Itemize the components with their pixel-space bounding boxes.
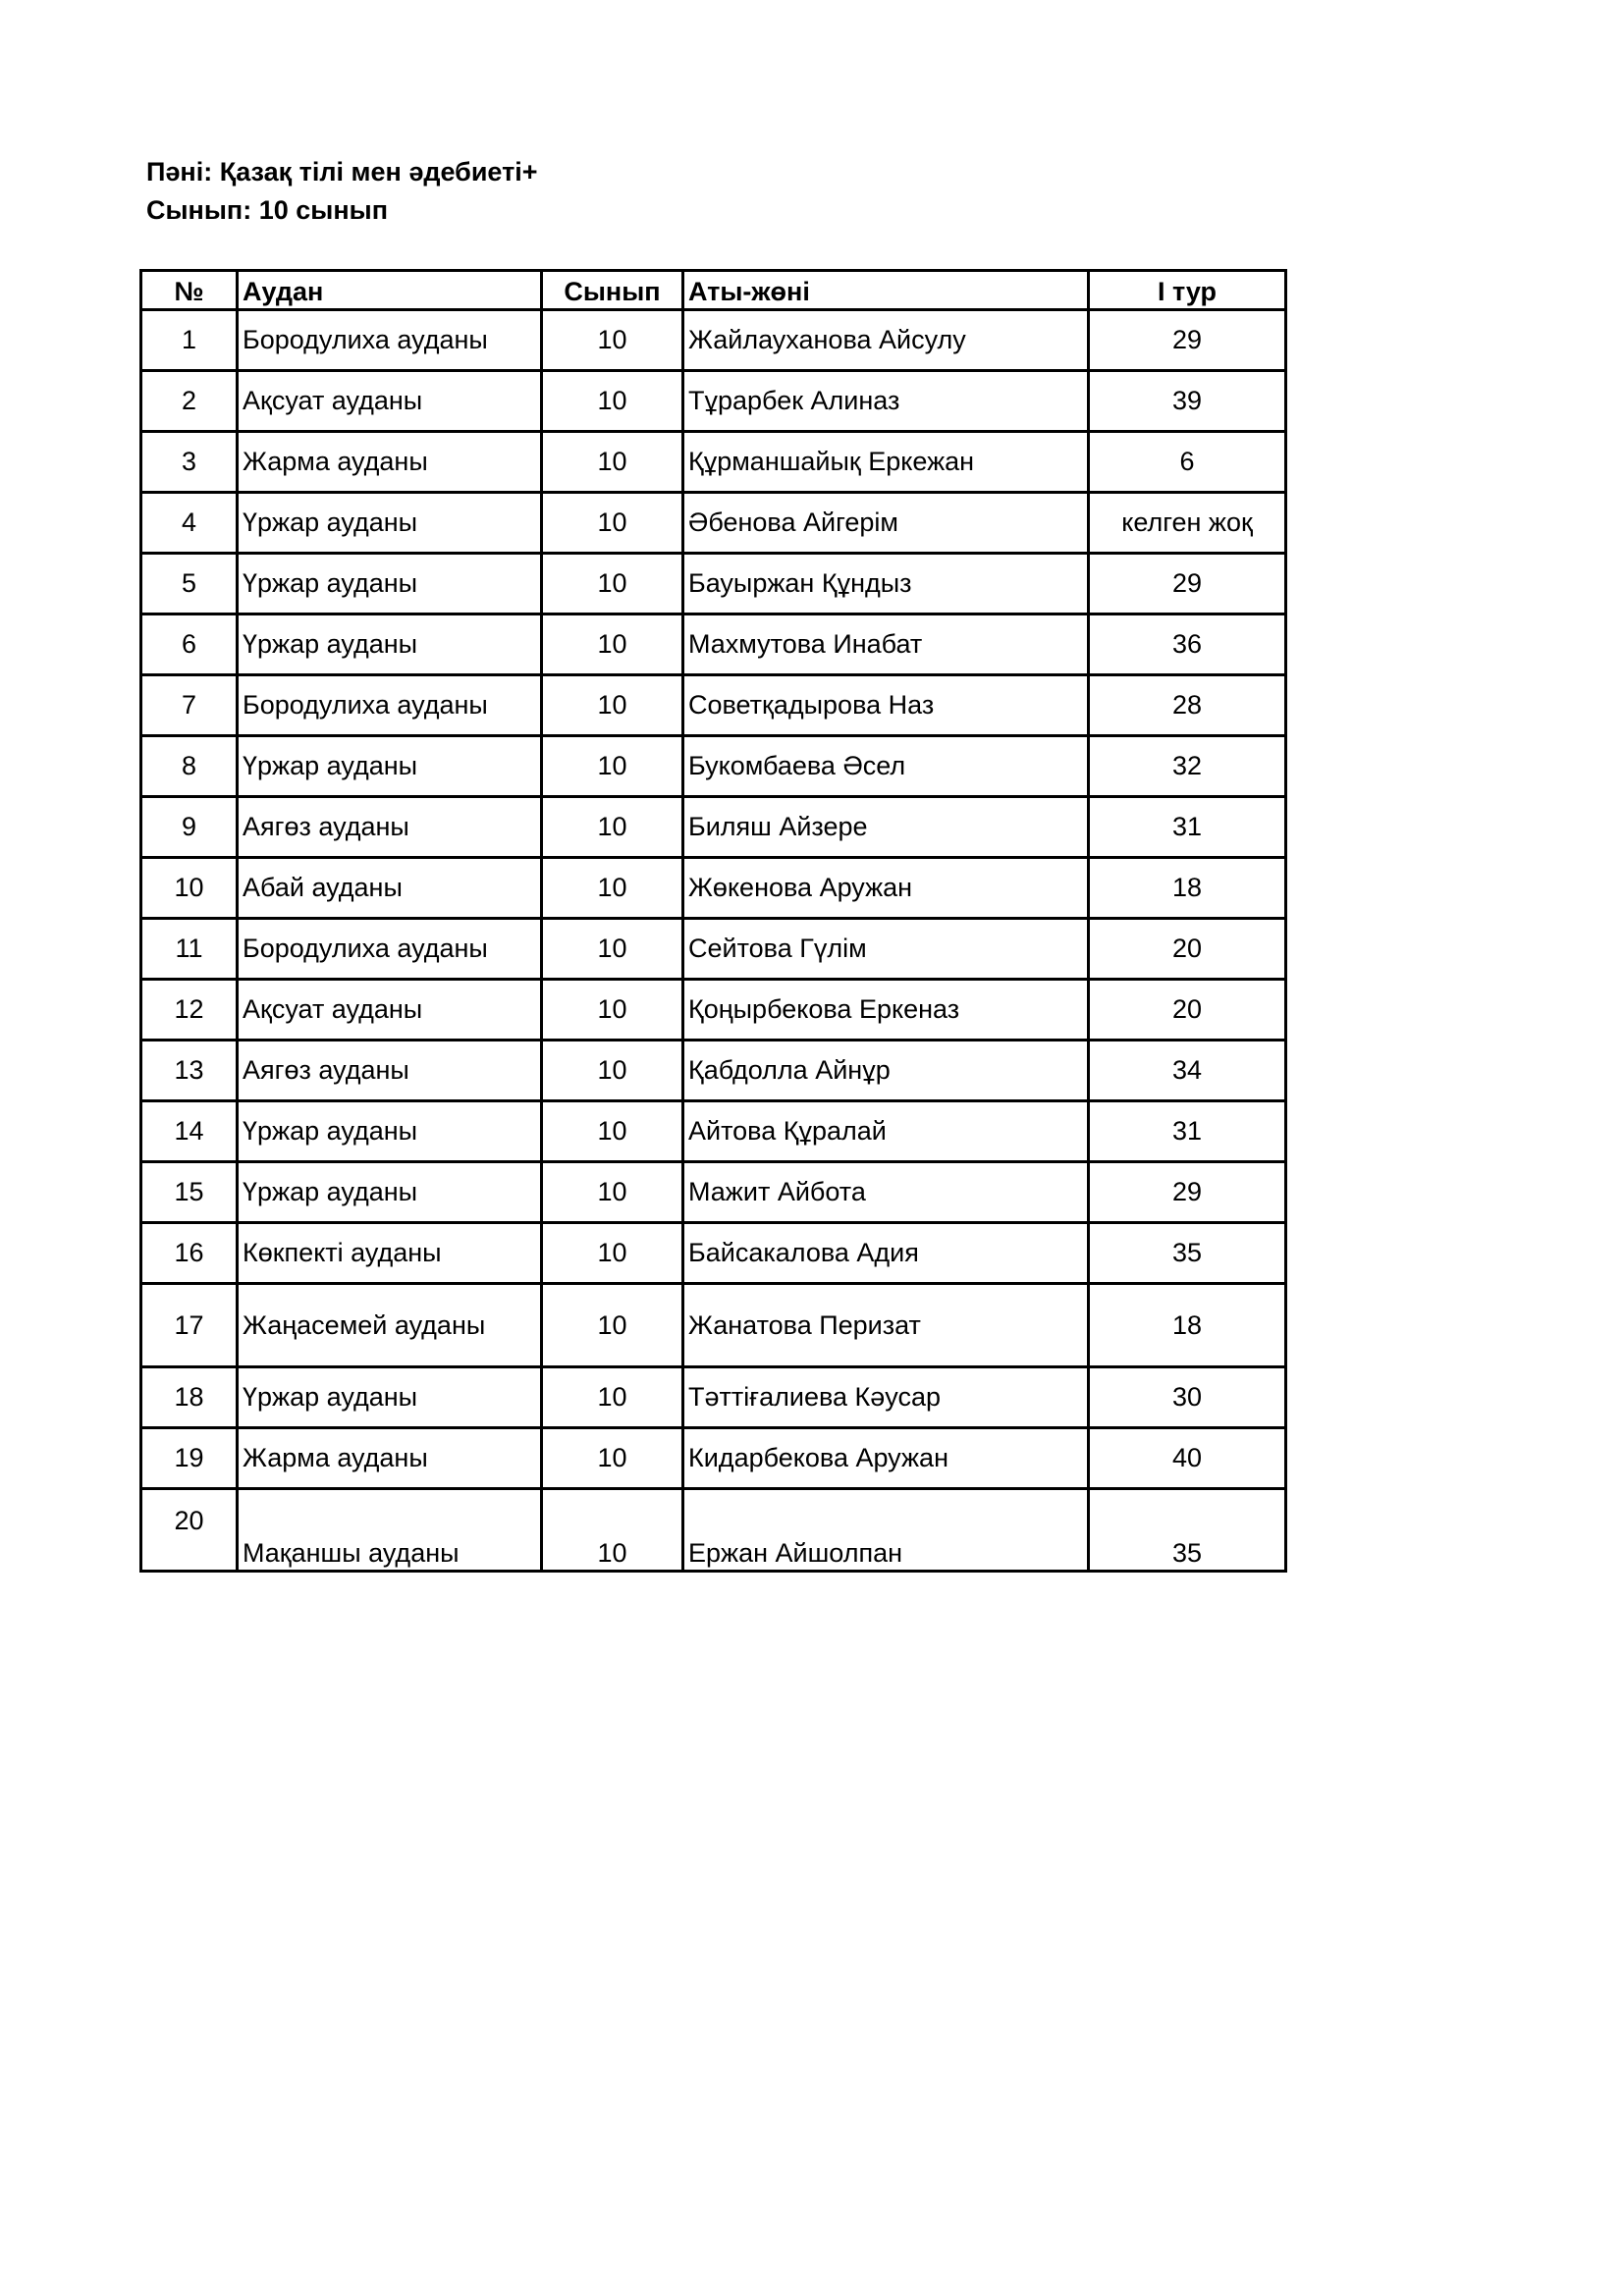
- table-row: [141, 1489, 1286, 1572]
- cell-name: Бауыржан Құндыз: [683, 554, 1089, 614]
- cell-district: Бородулиха ауданы: [238, 919, 542, 980]
- cell-number: 15: [141, 1162, 238, 1223]
- cell-score: 32: [1089, 736, 1286, 797]
- subject-title: Пәні: Қазақ тілі мен әдебиеті+: [146, 157, 538, 187]
- cell-district: Аягөз ауданы: [238, 797, 542, 858]
- cell-number: 20: [141, 1489, 238, 1572]
- table-row: [141, 1428, 1286, 1489]
- table-body: [141, 310, 1286, 1572]
- cell-name: Биляш Айзере: [683, 797, 1089, 858]
- cell-district: Үржар ауданы: [238, 1367, 542, 1428]
- cell-district: Жарма ауданы: [238, 432, 542, 493]
- cell-score: 31: [1089, 797, 1286, 858]
- cell-grade: 10: [542, 736, 683, 797]
- cell-grade: 10: [542, 1162, 683, 1223]
- cell-grade: 10: [542, 919, 683, 980]
- cell-district: Абай ауданы: [238, 858, 542, 919]
- table-row: [141, 675, 1286, 736]
- cell-name: Қоңырбекова Еркеназ: [683, 980, 1089, 1041]
- cell-name: Әбенова Айгерім: [683, 493, 1089, 554]
- cell-name: Мажит Айбота: [683, 1162, 1089, 1223]
- table-row: [141, 554, 1286, 614]
- column-header-grade: Сынып: [542, 271, 683, 310]
- cell-number: 4: [141, 493, 238, 554]
- cell-name: Сейтова Гүлім: [683, 919, 1089, 980]
- cell-number: 16: [141, 1223, 238, 1284]
- table-row: [141, 858, 1286, 919]
- table-row: [141, 614, 1286, 675]
- cell-score: 20: [1089, 919, 1286, 980]
- cell-grade: 10: [542, 1489, 683, 1572]
- cell-name: Тәттіғалиева Кәусар: [683, 1367, 1089, 1428]
- cell-number: 18: [141, 1367, 238, 1428]
- cell-name: Ержан Айшолпан: [683, 1489, 1089, 1572]
- grade-title: Сынып: 10 сынып: [146, 195, 389, 225]
- cell-score: 31: [1089, 1101, 1286, 1162]
- cell-number: 14: [141, 1101, 238, 1162]
- cell-district: Көкпекті ауданы: [238, 1223, 542, 1284]
- cell-grade: 10: [542, 614, 683, 675]
- cell-district: Бородулиха ауданы: [238, 310, 542, 371]
- cell-score: 39: [1089, 371, 1286, 432]
- cell-score: 18: [1089, 858, 1286, 919]
- cell-name: Айтова Құралай: [683, 1101, 1089, 1162]
- cell-number: 13: [141, 1041, 238, 1101]
- cell-score: 34: [1089, 1041, 1286, 1101]
- cell-number: 1: [141, 310, 238, 371]
- cell-district: Мақаншы ауданы: [238, 1489, 542, 1572]
- column-header-name: Аты-жөні: [683, 271, 1089, 310]
- cell-number: 11: [141, 919, 238, 980]
- table-row: [141, 432, 1286, 493]
- cell-name: Тұрарбек Алиназ: [683, 371, 1089, 432]
- cell-grade: 10: [542, 371, 683, 432]
- cell-grade: 10: [542, 675, 683, 736]
- cell-number: 6: [141, 614, 238, 675]
- cell-district: Үржар ауданы: [238, 614, 542, 675]
- cell-district: Жаңасемей ауданы: [238, 1284, 542, 1367]
- cell-grade: 10: [542, 797, 683, 858]
- cell-name: Қабдолла Айнұр: [683, 1041, 1089, 1101]
- cell-number: 19: [141, 1428, 238, 1489]
- cell-grade: 10: [542, 1041, 683, 1101]
- cell-name: Букомбаева Әсел: [683, 736, 1089, 797]
- cell-score: 20: [1089, 980, 1286, 1041]
- cell-grade: 10: [542, 1428, 683, 1489]
- cell-number: 17: [141, 1284, 238, 1367]
- document-header: [146, 153, 538, 230]
- table-row: [141, 1223, 1286, 1284]
- cell-score: 36: [1089, 614, 1286, 675]
- cell-name: Құрманшайық Еркежан: [683, 432, 1089, 493]
- table-row: [141, 1367, 1286, 1428]
- results-table: [139, 269, 1287, 1573]
- cell-grade: 10: [542, 1101, 683, 1162]
- cell-score: 29: [1089, 554, 1286, 614]
- table-row: [141, 1041, 1286, 1101]
- cell-district: Үржар ауданы: [238, 1101, 542, 1162]
- cell-number: 10: [141, 858, 238, 919]
- cell-score: 28: [1089, 675, 1286, 736]
- table-header-row: [141, 271, 1286, 310]
- cell-score: 18: [1089, 1284, 1286, 1367]
- column-header-number: №: [141, 271, 238, 310]
- table-row: [141, 310, 1286, 371]
- cell-score: 6: [1089, 432, 1286, 493]
- cell-score: 29: [1089, 1162, 1286, 1223]
- cell-number: 7: [141, 675, 238, 736]
- table-row: [141, 980, 1286, 1041]
- cell-number: 12: [141, 980, 238, 1041]
- cell-district: Жарма ауданы: [238, 1428, 542, 1489]
- cell-grade: 10: [542, 554, 683, 614]
- cell-grade: 10: [542, 1223, 683, 1284]
- cell-district: Үржар ауданы: [238, 554, 542, 614]
- cell-district: Үржар ауданы: [238, 493, 542, 554]
- cell-grade: 10: [542, 1284, 683, 1367]
- cell-score: 35: [1089, 1223, 1286, 1284]
- cell-number: 3: [141, 432, 238, 493]
- cell-number: 8: [141, 736, 238, 797]
- cell-grade: 10: [542, 493, 683, 554]
- table-row: [141, 736, 1286, 797]
- cell-district: Үржар ауданы: [238, 1162, 542, 1223]
- cell-score: 29: [1089, 310, 1286, 371]
- cell-district: Үржар ауданы: [238, 736, 542, 797]
- table-row: [141, 371, 1286, 432]
- cell-score: келген жоқ: [1089, 493, 1286, 554]
- cell-score: 40: [1089, 1428, 1286, 1489]
- cell-district: Ақсуат ауданы: [238, 980, 542, 1041]
- cell-district: Аягөз ауданы: [238, 1041, 542, 1101]
- cell-grade: 10: [542, 1367, 683, 1428]
- cell-name: Жөкенова Аружан: [683, 858, 1089, 919]
- cell-grade: 10: [542, 858, 683, 919]
- table-row: [141, 919, 1286, 980]
- cell-number: 9: [141, 797, 238, 858]
- cell-district: Ақсуат ауданы: [238, 371, 542, 432]
- cell-name: Кидарбекова Аружан: [683, 1428, 1089, 1489]
- column-header-district: Аудан: [238, 271, 542, 310]
- cell-grade: 10: [542, 432, 683, 493]
- cell-number: 5: [141, 554, 238, 614]
- cell-name: Советқадырова Наз: [683, 675, 1089, 736]
- cell-number: 2: [141, 371, 238, 432]
- cell-score: 35: [1089, 1489, 1286, 1572]
- table-row: [141, 493, 1286, 554]
- cell-score: 30: [1089, 1367, 1286, 1428]
- cell-name: Жанатова Перизат: [683, 1284, 1089, 1367]
- cell-name: Байсакалова Адия: [683, 1223, 1089, 1284]
- cell-name: Махмутова Инабат: [683, 614, 1089, 675]
- table-row: [141, 1284, 1286, 1367]
- column-header-round-one: I тур: [1089, 271, 1286, 310]
- cell-grade: 10: [542, 310, 683, 371]
- table-row: [141, 1101, 1286, 1162]
- table-row: [141, 1162, 1286, 1223]
- table-row: [141, 797, 1286, 858]
- cell-grade: 10: [542, 980, 683, 1041]
- cell-name: Жайлауханова Айсулу: [683, 310, 1089, 371]
- cell-district: Бородулиха ауданы: [238, 675, 542, 736]
